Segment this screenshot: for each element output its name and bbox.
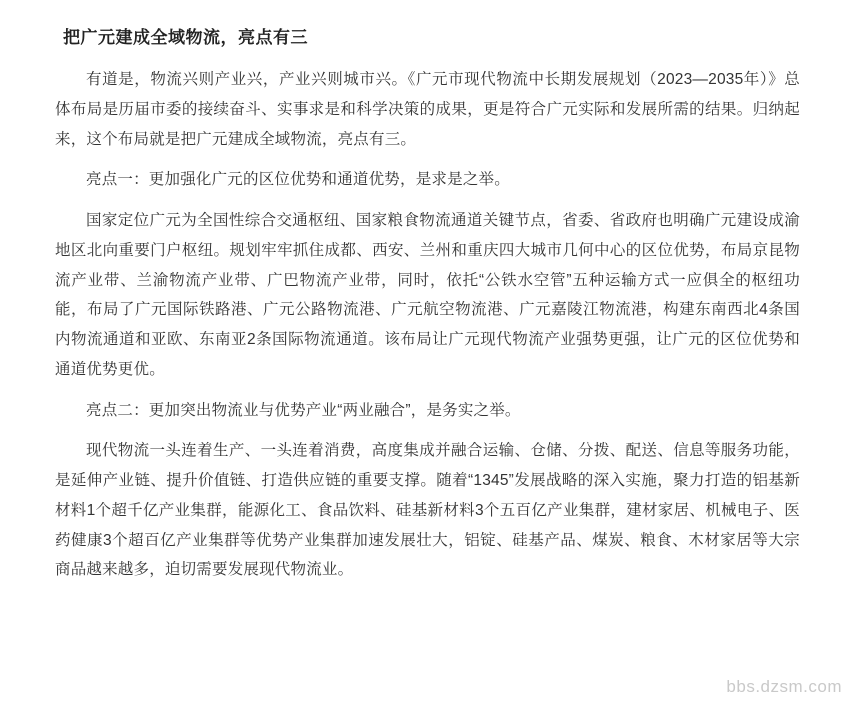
paragraph-highlight-two: 亮点二：更加突出物流业与优势产业“两业融合”，是务实之举。 bbox=[86, 401, 521, 419]
paragraph-highlight-one: 亮点一：更加强化广元的区位优势和通道优势，是求是之举。 bbox=[86, 171, 510, 189]
page-title: 把广元建成全域物流，亮点有三 bbox=[63, 28, 308, 47]
paragraph-3: 现代物流一头连着生产、一头连着消费，高度集成并融合运输、仓储、分拨、配送、信息等服务功能，是延伸产业链、提升价值链、打造供应链的重要支撑。随着“1345”发展战略的深入实施，聚力打造的铝基新材料1个超千亿产业集群，能源化工、食品饮料、硅基新材料3个五百亿产业集群，建材家居、机械电子、医药健康3个超百亿产业集群等优势产业集群加速发展壮大，铝锭、硅基产品、煤炭、粮食、木材家居等大宗商品越来越多，迫切需要发展现代物流业。 bbox=[55, 442, 800, 579]
paragraph-1: 有道是，物流兴则产业兴，产业兴则城市兴。《广元市现代物流中长期发展规划（2023—2035年）》总体布局是历届市委的接续奋斗、实事求是和科学决策的成果，更是符合广元实际和发展所需的结果。归纳起来，这个布局就是把广元建成全域物流，亮点有三。 bbox=[55, 71, 800, 148]
site-watermark: bbs.dzsm.com bbox=[726, 677, 842, 696]
paragraph-2: 国家定位广元为全国性综合交通枢纽、国家粮食物流通道关键节点，省委、省政府也明确广元建设成渝地区北向重要门户枢纽。规划牢牢抓住成都、西安、兰州和重庆四大城市几何中心的区位优势，布局京昆物流产业带、兰渝物流产业带、广巴物流产业带，同时，依托“公铁水空管”五种运输方式一应俱全的枢纽功能，布局了广元国际铁路港、广元公路物流港、广元航空物流港、广元嘉陵江物流港，构建东南西北4条国内物流通道和亚欧、东南亚2条国际物流通道。该布局让广元现代物流产业强势更强，让广元的区位优势和通道优势更优。 bbox=[55, 212, 800, 378]
